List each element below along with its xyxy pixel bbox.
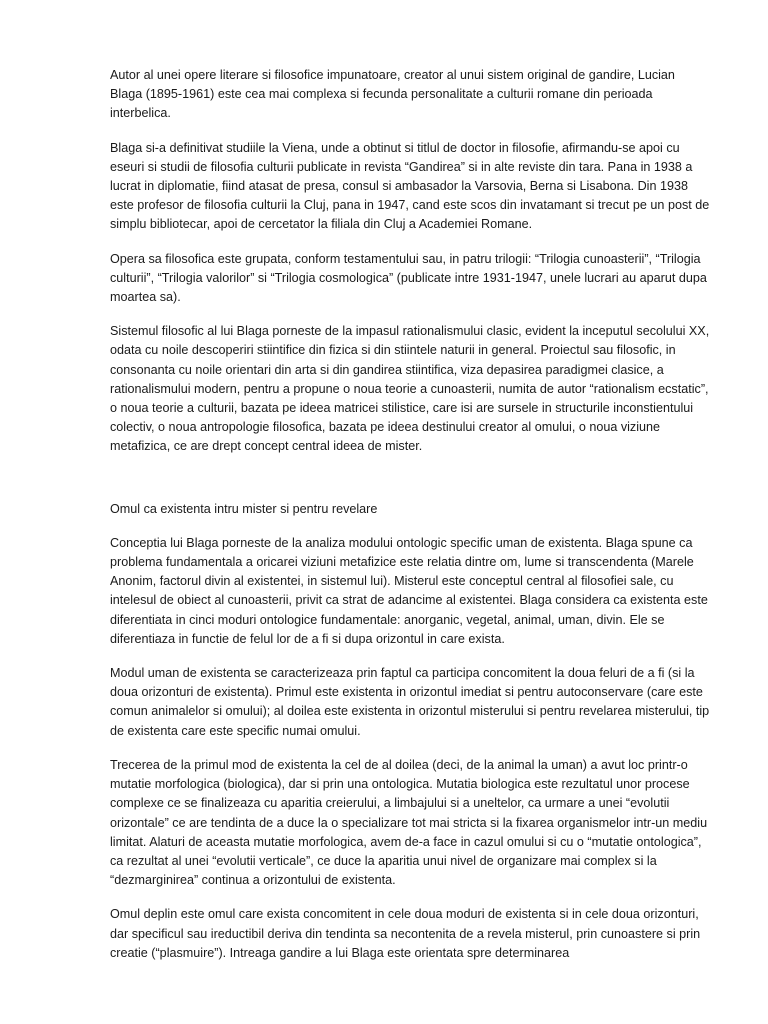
paragraph-section-3: Trecerea de la primul mod de existenta la cel de al doilea (deci, de la animal la uman) a avut loc printr-o mutatie morfologica (biologica), dar si prin una ontologica. Mutatia biologica este rezultatul unor procese complexe ce se finalizeaza cu aparitia creierului, a limbajului si a uneltelor, ca urmare a unei “evolutii orizontale” ce are tendinta de a duce la o specializare tot mai stricta si la fixarea organismelor intr-un mediu limitat. Alaturi de aceasta mutatie morfologica, avem de-a face in cazul omului si cu o “mutatie ontologica”, ca rezultat al unei “evolutii verticale”, ce duce la aparitia unui nivel de organizare mai complex si la “dezmarginirea” continua a orizontului de existenta. (110, 757, 708, 888)
document-page (110, 66, 710, 978)
paragraph-section-4: Omul deplin este omul care exista concomitent in cele doua moduri de existenta si in cele doua orizonturi, dar specificul sau ireductibil deriva din tendinta sa necontenita de a revela misterul, prin cunoastere si prin creatie (“plasmuire”). Intreaga gandire a lui Blaga este orientata spre determinarea (110, 907, 701, 960)
paragraph-section-2: Modul uman de existenta se caracterizeaza prin faptul ca participa concomitent la doua feluri de a fi (si la doua orizonturi de existenta). Primul este existenta in orizontul imediat si pentru autoconservare (care este comun animalelor si omului); al doilea este existenta in orizontul misterului si pentru revelarea misterului, tip de existenta care este specific numai omului. (110, 666, 710, 738)
paragraph-intro-2: Blaga si-a definitivat studiile la Viena, unde a obtinut si titlul de doctor in filosofie, afirmandu-se apoi cu eseuri si studii de filosofia culturii publicate in revista “Gandirea” si in alte reviste din tara. Pana in 1938 a lucrat in diplomatie, fiind atasat de presa, consul si ambasador la Varsovia, Berna si Lisabona. Din 1938 este profesor de filosofia culturii la Cluj, pana in 1947, cand este scos din invatamant si trecut pe un post de simplu bibliotecar, apoi de cercetator la filiala din Cluj a Academiei Romane. (110, 140, 710, 232)
paragraph-intro-3: Opera sa filosofica este grupata, conform testamentului sau, in patru trilogii: “Trilogia cunoasterii”, “Trilogia culturii”, “Trilogia valorilor” si “Trilogia cosmologica” (publicate intre 1931-1947, unele lucrari au aparut dupa moartea sa). (110, 251, 707, 305)
section-heading: Omul ca existenta intru mister si pentru revelare (110, 501, 378, 516)
paragraph-intro-4: Sistemul filosofic al lui Blaga porneste de la impasul rationalismului clasic, evident la inceputul secolului XX, odata cu noile descoperiri stiintifice din fizica si din stiintele naturii in general. Proiectul sau filosofic, in consonanta cu noile orientari din arta si din gandirea stiintifica, viza depasirea paradigmei clasice, a rationalismului modern, pentru a propune o noua teorie a cunoasterii, numita de autor “rationalism ecstatic”, o noua teorie a culturii, bazata pe ideea matricei stilistice, care isi are sursele in structurile inconstientului colectiv, o noua antropologie filosofica, bazata pe ideea destinului creator al omului, o noua viziune metafizica, ce are drept concept central ideea de mister. (110, 324, 710, 454)
paragraph-section-1: Conceptia lui Blaga porneste de la analiza modului ontologic specific uman de existenta. Blaga spune ca problema fundamentala a oricarei viziuni metafizice este relatia dintre om, lume si transcendenta (Marele Anonim, factorul divin al existentei, in sistemul lui). Misterul este conceptul central al filosofiei sale, cu intelesul de obiect al cunoasterii, privit ca strat de adancime al existentei. Blaga considera ca existenta este diferentiata in cinci moduri ontologice fundamentale: anorganic, vegetal, animal, uman, divin. Ele se diferentiaza in functie de felul lor de a fi si dupa orizontul in care exista. (110, 535, 708, 646)
paragraph-intro-1: Autor al unei opere literare si filosofice impunatoare, creator al unui sistem original de gandire, Lucian Blaga (1895-1961) este cea mai complexa si fecunda personalitate a culturii romane din perioada interbelica. (110, 68, 675, 121)
section-spacer (110, 472, 710, 500)
